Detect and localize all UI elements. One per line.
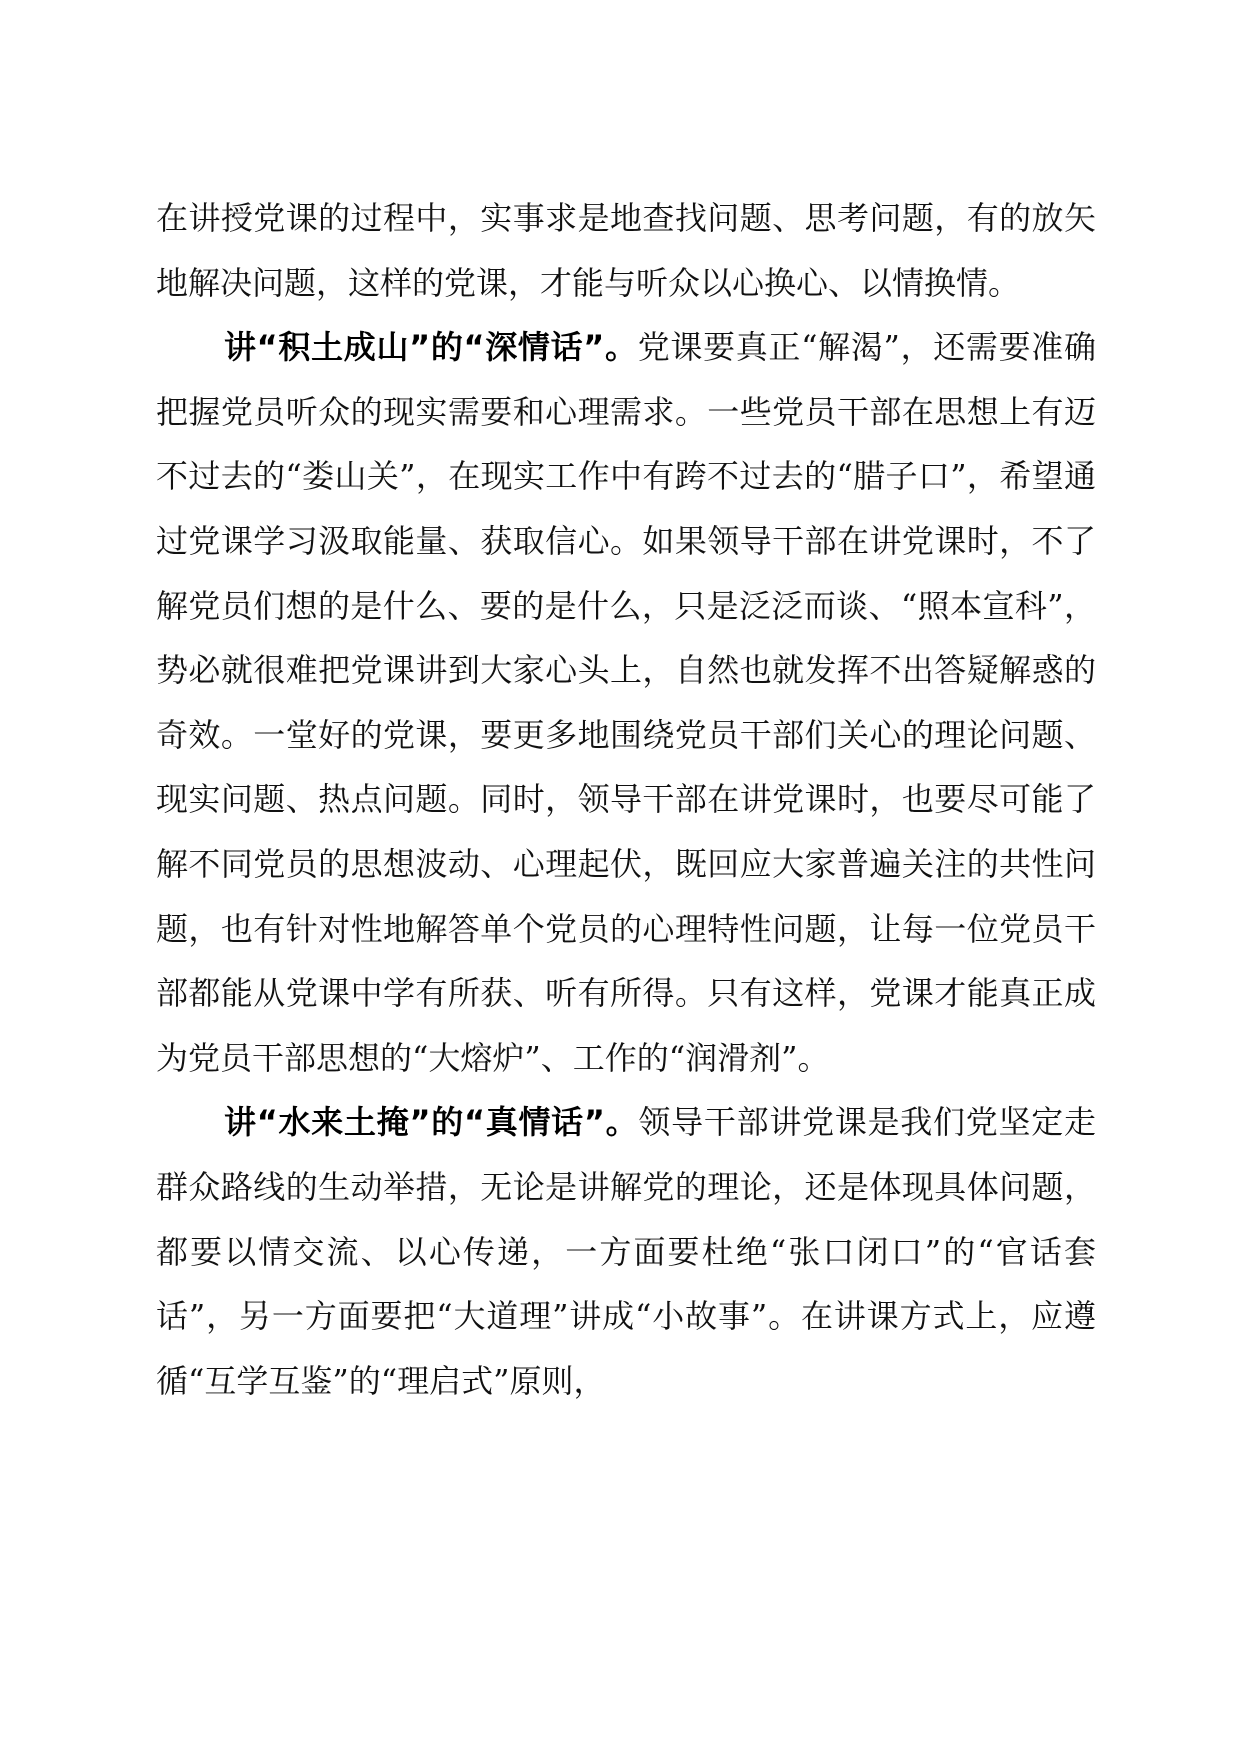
paragraph-body: 领导干部讲党课是我们党坚定走群众路线的生动举措，无论是讲解党的理论，还是体现具体问题，都要以情交流、以心传递，一方面要杜绝“张口闭口”的“官话套话”，另一方面要把“大道理”讲成“小故事”。在讲课方式上，应遵循“互学互鉴”的“理启式”原则，: [156, 1103, 1096, 1400]
paragraph-continuation: [156, 186, 1096, 315]
paragraph-deep-feeling: [156, 315, 1096, 1090]
paragraph-heading: 讲“水来土掩”的“真情话”。: [224, 1103, 639, 1142]
document-body: [156, 186, 1096, 1413]
paragraph-body: 在讲授党课的过程中，实事求是地查找问题、思考问题，有的放矢地解决问题，这样的党课，才能与听众以心换心、以情换情。: [156, 199, 1096, 302]
paragraph-body: 党课要真正“解渴”，还需要准确把握党员听众的现实需要和心理需求。一些党员干部在思想上有迈不过去的“娄山关”，在现实工作中有跨不过去的“腊子口”，希望通过党课学习汲取能量、获取信心。如果领导干部在讲党课时，不了解党员们想的是什么、要的是什么，只是泛泛而谈、“照本宣科”，势必就很难把党课讲到大家心头上，自然也就发挥不出答疑解惑的奇效。一堂好的党课，要更多地围绕党员干部们关心的理论问题、现实问题、热点问题。同时，领导干部在讲党课时，也要尽可能了解不同党员的思想波动、心理起伏，既回应大家普遍关注的共性问题，也有针对性地解答单个党员的心理特性问题，让每一位党员干部都能从党课中学有所获、听有所得。只有这样，党课才能真正成为党员干部思想的“大熔炉”、工作的“润滑剂”。: [156, 328, 1096, 1077]
paragraph-true-feeling: [156, 1090, 1096, 1413]
paragraph-heading: 讲“积土成山”的“深情话”。: [224, 328, 638, 367]
